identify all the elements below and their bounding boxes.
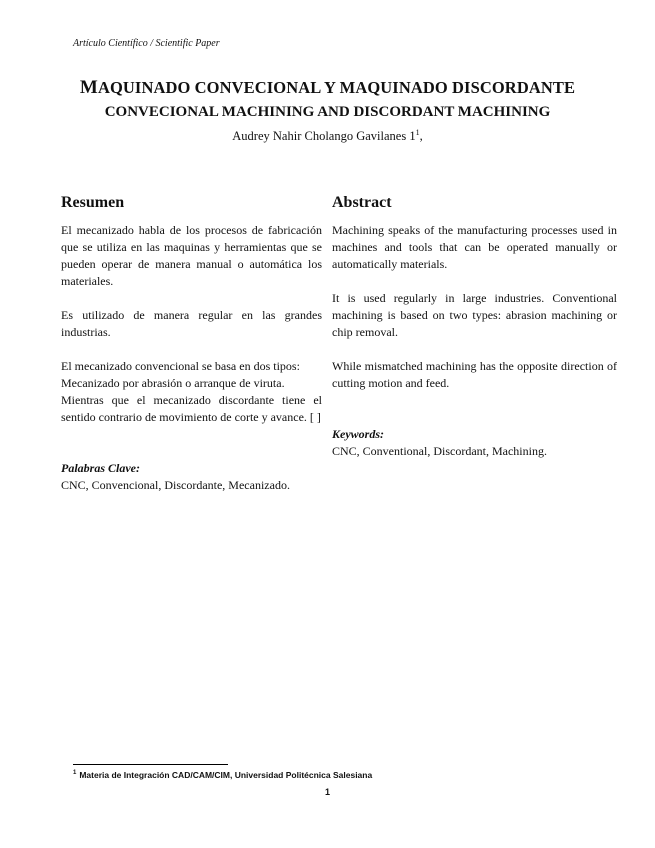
title-english: CONVECIONAL MACHINING AND DISCORDANT MACHINING <box>104 104 551 120</box>
resumen-paragraph-1: El mecanizado habla de los procesos de fabricación que se utiliza en las maquinas y herramientas que se pueden operar de manera manual o automática los materiales. <box>61 223 322 288</box>
abstract-paragraph-2: It is used regularly in large industries. Conventional machining is based on two types: abrasion machining or chip removal. <box>332 291 617 339</box>
footnote-divider <box>73 764 228 765</box>
abstract-column <box>332 192 617 460</box>
resumen-heading: Resumen <box>61 194 125 211</box>
resumen-paragraph-3a: El mecanizado convencional se basa en dos tipos: <box>61 359 300 373</box>
footnote <box>73 770 372 780</box>
author-trailing: , <box>419 129 423 144</box>
abstract-paragraph-3: While mismatched machining has the opposite direction of cutting motion and feed. <box>332 359 617 390</box>
title-spanish <box>0 77 655 99</box>
footnote-text: Materia de Integración CAD/CAM/CIM, Universidad Politécnica Salesiana <box>79 770 373 780</box>
palabras-clave-label: Palabras Clave: <box>61 461 140 475</box>
author-line <box>0 128 655 144</box>
palabras-clave-text: CNC, Convencional, Discordante, Mecanizado. <box>61 478 290 492</box>
footnote-mark: 1 <box>73 770 77 777</box>
author-affiliation-mark: 1 <box>415 128 420 137</box>
running-head: Artículo Científico / Scientific Paper <box>73 38 220 49</box>
keywords-label: Keywords: <box>332 427 384 441</box>
author-name: Audrey Nahir Cholango Gavilanes 1 <box>232 129 416 144</box>
title-spanish-rest: AQUINADO CONVECIONAL Y MAQUINADO DISCORDANTE <box>97 78 576 97</box>
resumen-paragraph-3c: Mientras que el mecanizado discordante tiene el sentido contrario de movimiento de corte y avance. [ ] <box>61 393 322 424</box>
abstract-paragraph-1: Machining speaks of the manufacturing processes used in machines and tools that can be operated manually or automatically materials. <box>332 223 617 271</box>
resumen-paragraph-3b: Mecanizado por abrasión o arranque de viruta. <box>61 376 285 390</box>
keywords-text: CNC, Conventional, Discordant, Machining. <box>332 444 547 458</box>
title-spanish-initial: M <box>79 77 98 98</box>
resumen-column <box>61 192 322 494</box>
abstract-heading: Abstract <box>332 194 392 211</box>
resumen-paragraph-2: Es utilizado de manera regular en las grandes industrias. <box>61 308 322 339</box>
page-number: 1 <box>324 787 330 797</box>
